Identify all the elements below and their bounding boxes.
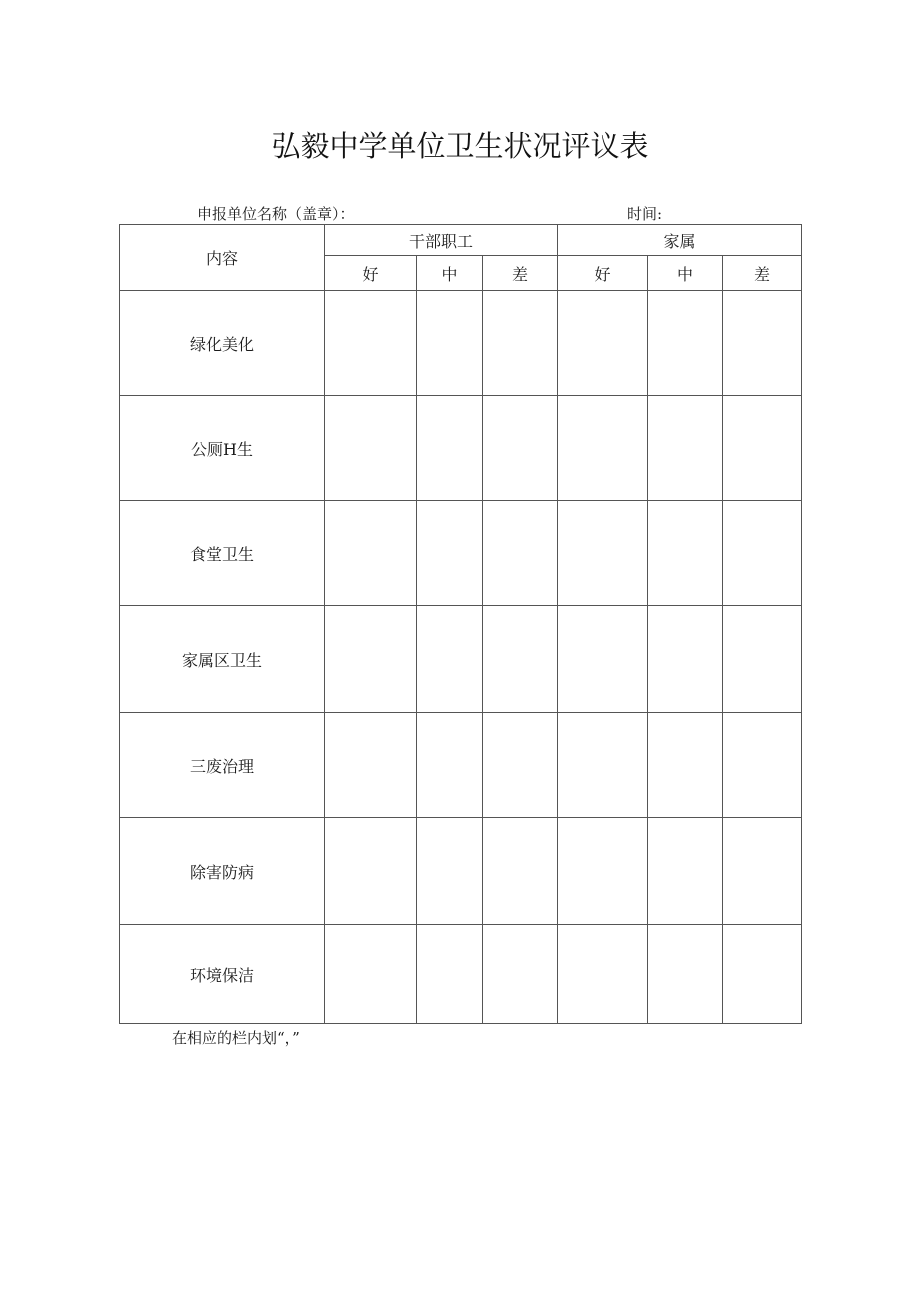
rating-cell[interactable]	[558, 501, 648, 606]
group-header-family: 家属	[558, 225, 802, 256]
rating-cell[interactable]	[483, 606, 558, 713]
rating-cell[interactable]	[417, 396, 483, 501]
row-label: 家属区卫生	[120, 606, 325, 713]
row-label: 三废治理	[120, 713, 325, 818]
rating-cell[interactable]	[325, 291, 417, 396]
table-row	[120, 925, 802, 1024]
evaluation-table	[119, 224, 802, 1024]
rating-cell[interactable]	[723, 925, 802, 1024]
rating-cell[interactable]	[723, 291, 802, 396]
rating-cell[interactable]	[325, 396, 417, 501]
rating-cell[interactable]	[648, 291, 723, 396]
header-row-1	[120, 225, 802, 256]
page-title: 弘毅中学单位卫生状况评议表	[271, 129, 649, 163]
rating-cell[interactable]	[483, 501, 558, 606]
table-row	[120, 818, 802, 925]
grade-header: 中	[648, 256, 723, 291]
table-row	[120, 396, 802, 501]
grade-header: 差	[483, 256, 558, 291]
group-header-staff: 干部职工	[325, 225, 558, 256]
rating-cell[interactable]	[483, 713, 558, 818]
rating-cell[interactable]	[648, 713, 723, 818]
grade-header: 差	[723, 256, 802, 291]
rating-cell[interactable]	[723, 713, 802, 818]
rating-cell[interactable]	[648, 606, 723, 713]
applicant-unit-label: 申报单位名称（盖章）：	[197, 205, 355, 223]
rating-cell[interactable]	[325, 606, 417, 713]
rating-cell[interactable]	[325, 501, 417, 606]
rating-cell[interactable]	[483, 291, 558, 396]
rating-cell[interactable]	[558, 818, 648, 925]
rating-cell[interactable]	[558, 925, 648, 1024]
time-label: 时间:	[627, 205, 663, 223]
row-label: 食堂卫生	[120, 501, 325, 606]
rating-cell[interactable]	[648, 396, 723, 501]
row-label: 环境保洁	[120, 925, 325, 1024]
content-header: 内容	[120, 225, 325, 291]
grade-header: 中	[417, 256, 483, 291]
rating-cell[interactable]	[483, 925, 558, 1024]
rating-cell[interactable]	[558, 713, 648, 818]
rating-cell[interactable]	[558, 291, 648, 396]
rating-cell[interactable]	[723, 501, 802, 606]
rating-cell[interactable]	[325, 713, 417, 818]
rating-cell[interactable]	[417, 925, 483, 1024]
rating-cell[interactable]	[648, 925, 723, 1024]
table-row	[120, 501, 802, 606]
rating-cell[interactable]	[558, 396, 648, 501]
grade-header: 好	[325, 256, 417, 291]
rating-cell[interactable]	[648, 818, 723, 925]
rating-cell[interactable]	[417, 291, 483, 396]
rating-cell[interactable]	[723, 606, 802, 713]
rating-cell[interactable]	[325, 925, 417, 1024]
table-row	[120, 713, 802, 818]
table-row	[120, 606, 802, 713]
rating-cell[interactable]	[417, 501, 483, 606]
rating-cell[interactable]	[648, 501, 723, 606]
row-label: 绿化美化	[120, 291, 325, 396]
rating-cell[interactable]	[417, 713, 483, 818]
table-body	[120, 291, 802, 1024]
rating-cell[interactable]	[723, 818, 802, 925]
rating-cell[interactable]	[483, 818, 558, 925]
rating-cell[interactable]	[417, 818, 483, 925]
table-row	[120, 291, 802, 396]
grade-header: 好	[558, 256, 648, 291]
row-label: 除害防病	[120, 818, 325, 925]
rating-cell[interactable]	[723, 396, 802, 501]
rating-cell[interactable]	[558, 606, 648, 713]
rating-cell[interactable]	[325, 818, 417, 925]
row-label: 公厕H生	[120, 396, 325, 501]
rating-cell[interactable]	[417, 606, 483, 713]
instruction-note: 在相应的栏内划“，”	[172, 1029, 300, 1047]
rating-cell[interactable]	[483, 396, 558, 501]
